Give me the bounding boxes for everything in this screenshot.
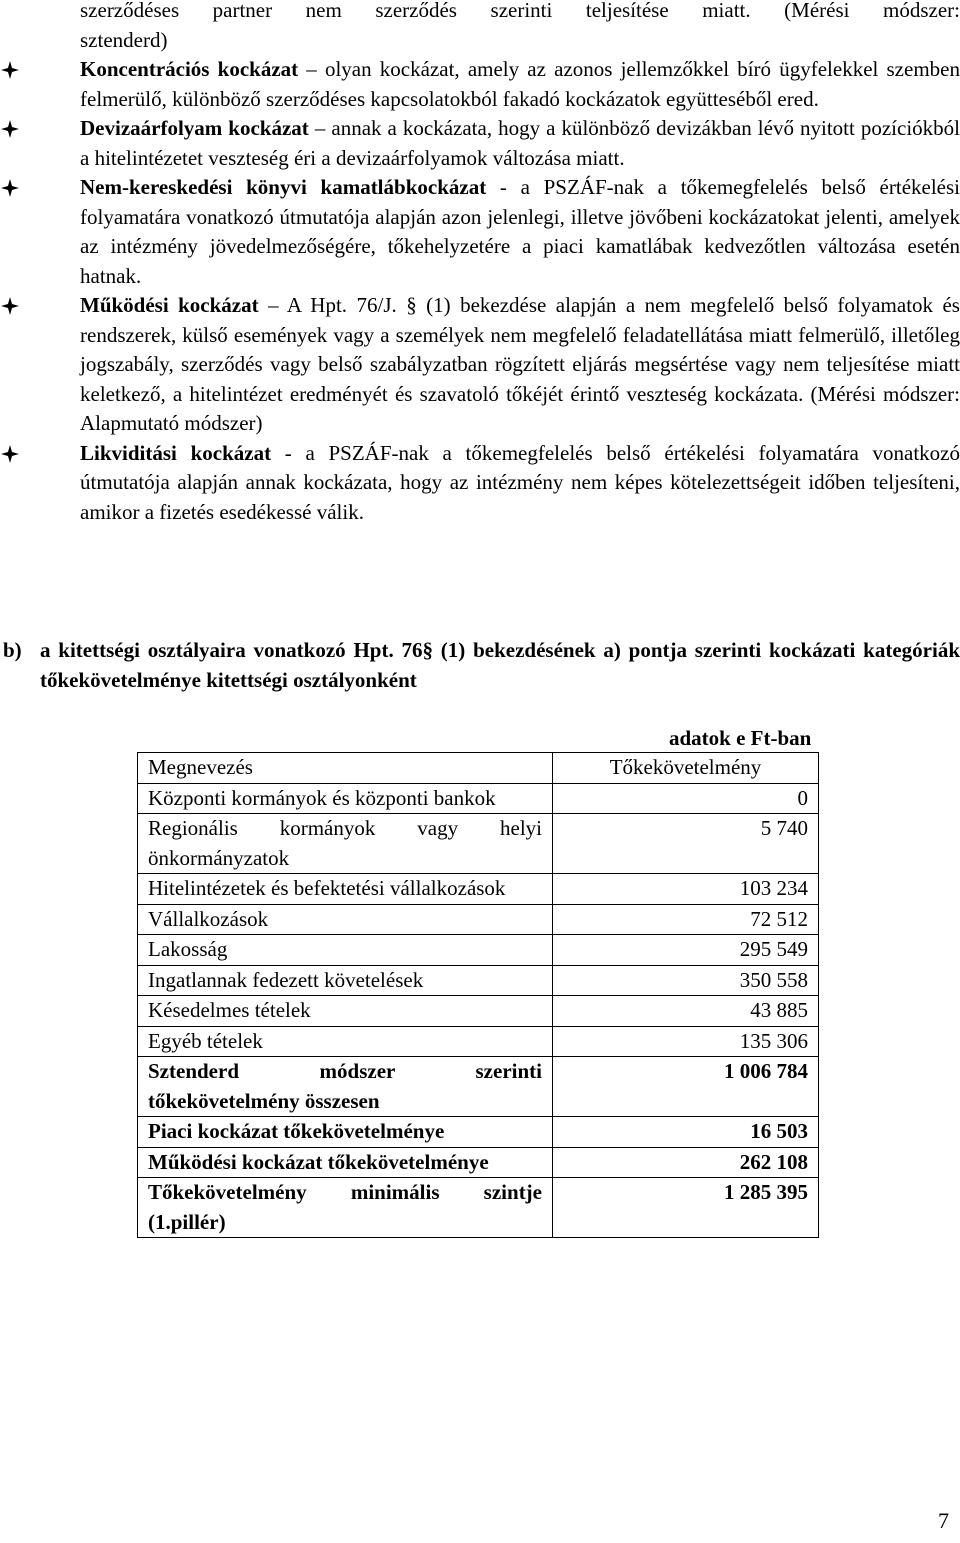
bullet-term: Devizaárfolyam kockázat bbox=[80, 116, 309, 140]
row-value: 43 885 bbox=[553, 996, 819, 1027]
diamond-bullet-icon bbox=[0, 444, 20, 464]
table-total-row bbox=[138, 1117, 819, 1148]
row-value: 5 740 bbox=[553, 814, 819, 874]
row-value: 16 503 bbox=[553, 1117, 819, 1148]
table-row bbox=[138, 996, 819, 1027]
bullet-text: - a PSZÁF-nak a tőkemegfelelés belső értékelési folyamatára vonatkozó útmutatója alapján azon jelenlegi, illetve jövőbeni kockázatokat jelenti, amelyek az intézmény jövedelmezőségére, tőkehelyzetére a piaci kamatlábak kedvezőtlen változása esetén hatnak. bbox=[80, 175, 960, 288]
bullet-item-kamatlab bbox=[0, 173, 960, 291]
table-row bbox=[138, 904, 819, 935]
row-name: Ingatlannak fedezett követelések bbox=[138, 965, 553, 996]
bullet-item-likviditasi bbox=[0, 439, 960, 528]
bullet-item-devizaarfolyam bbox=[0, 114, 960, 173]
table-row bbox=[138, 783, 819, 814]
row-value: 350 558 bbox=[553, 965, 819, 996]
row-value: 72 512 bbox=[553, 904, 819, 935]
row-value: 135 306 bbox=[553, 1026, 819, 1057]
table-total-row bbox=[138, 1147, 819, 1178]
diamond-bullet-icon bbox=[0, 178, 20, 198]
section-title: a kitettségi osztályaira vonatkozó Hpt. 76§ (1) bekezdésének a) pontja szerinti kockázati kategóriák tőkekövetelménye kitettségi osztályonként bbox=[40, 638, 960, 692]
row-name: Központi kormányok és központi bankok bbox=[138, 783, 553, 814]
diamond-bullet-icon bbox=[0, 60, 20, 80]
intro-line: szerződéses partner nem szerződés szerinti teljesítése miatt. (Mérési módszer: bbox=[80, 0, 960, 22]
bullet-text: – annak a kockázata, hogy a különböző devizákban lévő nyitott pozíciókból a hitelintézetet veszteség éri a devizaárfolyamok változása miatt. bbox=[80, 116, 960, 170]
bullet-term: Likviditási kockázat bbox=[80, 440, 272, 465]
page-number: 7 bbox=[938, 1508, 949, 1533]
bullet-item-mukodesi bbox=[0, 291, 960, 439]
row-value: 103 234 bbox=[553, 874, 819, 905]
diamond-bullet-icon bbox=[0, 296, 20, 316]
table-row bbox=[138, 935, 819, 966]
bullet-text: - a PSZÁF-nak a tőkemegfelelés belső értékelési folyamatára vonatkozó útmutatója alapján annak kockázata, hogy az intézmény nem képes kötelezettségeit időben teljesíteni, amikor a fizetés esedékessé válik. bbox=[80, 440, 960, 524]
capital-requirement-table bbox=[137, 752, 819, 1238]
row-name: Vállalkozások bbox=[138, 904, 553, 935]
bullet-term: Nem-kereskedési könyvi kamatlábkockázat bbox=[80, 175, 487, 199]
body-text bbox=[0, 0, 960, 527]
section-label: b) bbox=[3, 638, 22, 662]
bullet-term: Koncentrációs kockázat bbox=[80, 57, 299, 81]
table-header-row bbox=[138, 753, 819, 784]
row-value: 1 285 395 bbox=[553, 1178, 819, 1238]
intro-line: sztenderd) bbox=[80, 27, 168, 52]
bullet-text: – A Hpt. 76/J. § (1) bekezdése alapján a nem megfelelő belső folyamatok és rendszerek, külső események vagy a személyek nem megfelelő feladatellátása miatt felmerülő, illetőleg jogszabály, szerződés vagy belső szabályzatban rögzített eljárás megsértése vagy nem teljesítése miatt keletkező, a hitelintézet eredményét és szavatoló tőkéjét érintő veszteség kockázata. (Mérési módszer: Alapmutató módszer) bbox=[80, 293, 960, 435]
row-name: Piaci kockázat tőkekövetelménye bbox=[138, 1117, 553, 1148]
table-row bbox=[138, 965, 819, 996]
row-value: 295 549 bbox=[553, 935, 819, 966]
bullet-text: – olyan kockázat, amely az azonos jellemzőkkel bíró ügyfelekkel szemben felmerülő, különböző szerződéses kapcsolatokból fakadó kockázatok együtteséből ered. bbox=[80, 57, 960, 111]
table-row bbox=[138, 1026, 819, 1057]
bullet-item-koncentracios bbox=[0, 55, 960, 114]
row-name: Hitelintézetek és befektetési vállalkozások bbox=[138, 874, 553, 905]
row-name: Működési kockázat tőkekövetelménye bbox=[138, 1147, 553, 1178]
row-value: 262 108 bbox=[553, 1147, 819, 1178]
table-total-row bbox=[138, 1178, 819, 1238]
table-total-row bbox=[138, 1057, 819, 1117]
row-name: Tőkekövetelmény minimális szintje (1.pillér) bbox=[138, 1178, 553, 1238]
row-name: Sztenderd módszer szerinti tőkekövetelmény összesen bbox=[138, 1057, 553, 1117]
table-row bbox=[138, 814, 819, 874]
row-name: Lakosság bbox=[138, 935, 553, 966]
row-value: 1 006 784 bbox=[553, 1057, 819, 1117]
row-name: Regionális kormányok vagy helyi önkormányzatok bbox=[138, 814, 553, 874]
row-name: Egyéb tételek bbox=[138, 1026, 553, 1057]
header-cell-value: Tőkekövetelmény bbox=[553, 753, 819, 784]
diamond-bullet-icon bbox=[0, 119, 20, 139]
row-value: 0 bbox=[553, 783, 819, 814]
header-cell-name: Megnevezés bbox=[138, 753, 553, 784]
row-name: Késedelmes tételek bbox=[138, 996, 553, 1027]
table-row bbox=[138, 874, 819, 905]
bullet-term: Működési kockázat bbox=[80, 293, 259, 317]
section-b-heading bbox=[0, 635, 960, 695]
unit-note: adatok e Ft-ban bbox=[669, 726, 812, 750]
